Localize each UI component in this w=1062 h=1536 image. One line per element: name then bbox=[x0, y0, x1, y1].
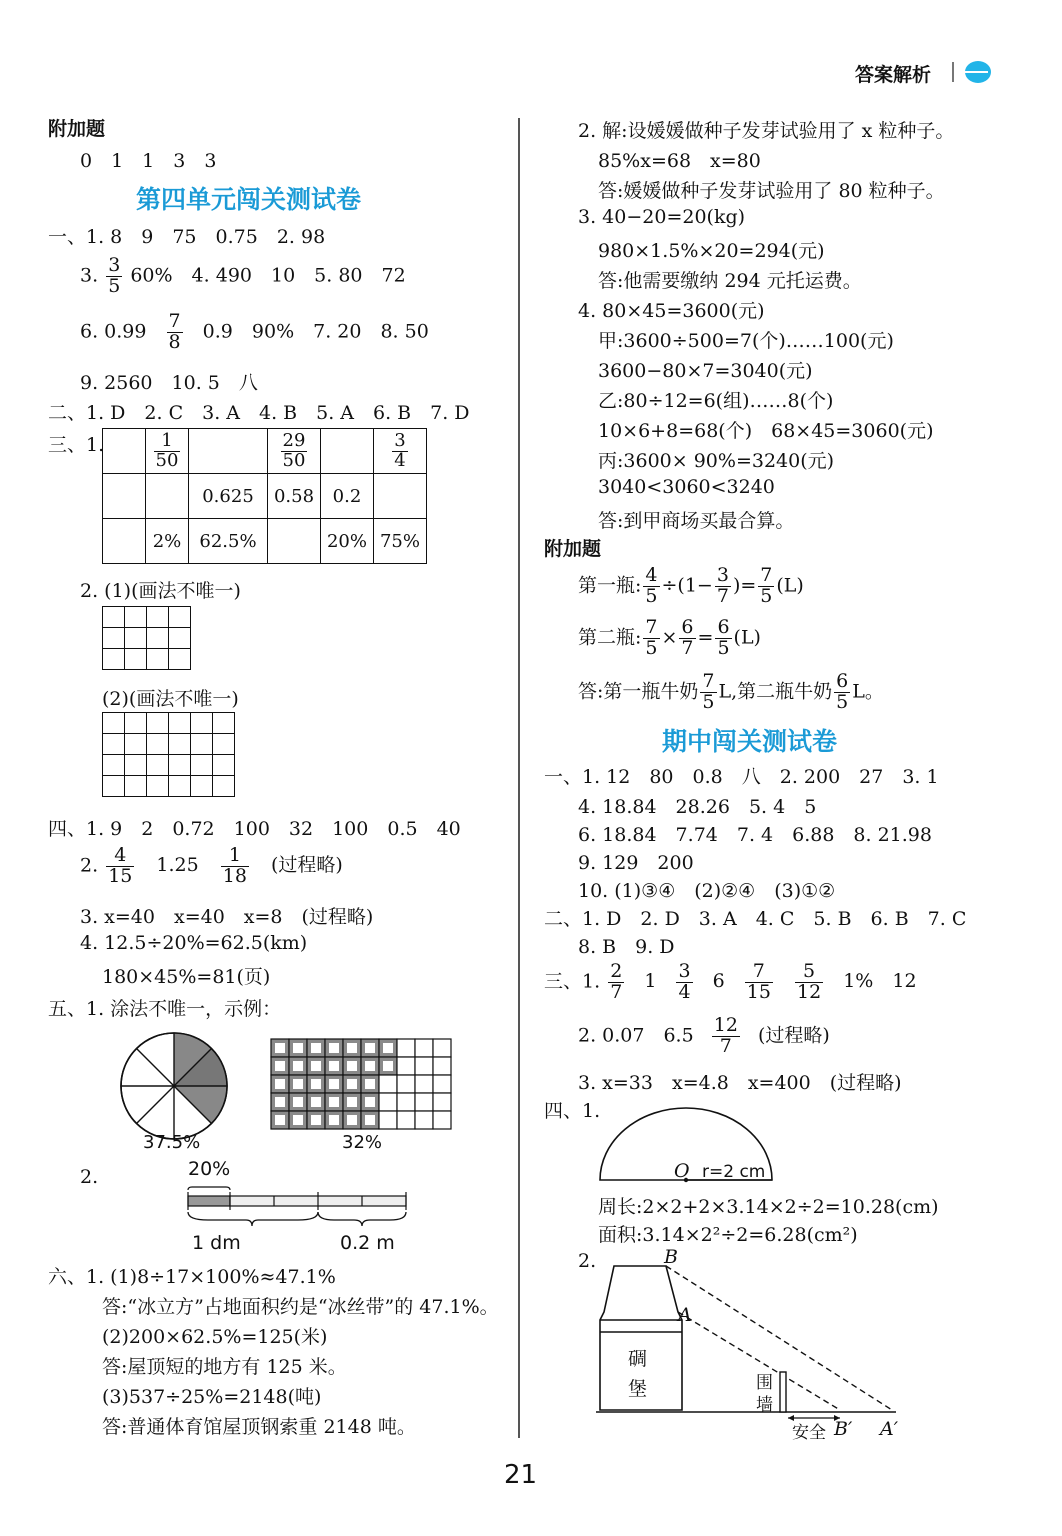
table-cell bbox=[268, 519, 321, 564]
grid-cell-inset bbox=[311, 1061, 321, 1071]
grid-cell bbox=[397, 1057, 415, 1075]
m1-line5: 10. (1)③④ (2)②④ (3)①② bbox=[578, 880, 836, 902]
point-B: B bbox=[664, 1246, 678, 1268]
r4-line4: 乙:80÷12=6(组)……8(个) bbox=[598, 390, 834, 412]
table-cell: 0.58 bbox=[268, 474, 321, 519]
bottle1-line bbox=[578, 566, 804, 607]
bar-figure bbox=[184, 1186, 412, 1232]
m2-line1: 二、1. D 2. D 3. A 4. C 5. B 6. B 7. C bbox=[544, 908, 967, 930]
wall-label-1: 围 bbox=[756, 1373, 773, 1393]
grid-cell-inset bbox=[311, 1079, 321, 1089]
r3-line1: 3. 40−20=20(kg) bbox=[578, 206, 746, 228]
safe-label: 安全 bbox=[792, 1423, 826, 1443]
wall-label-2: 墙 bbox=[756, 1395, 773, 1415]
m3-line2 bbox=[578, 1016, 830, 1057]
grid-cell-inset bbox=[383, 1043, 393, 1053]
s5-line1: 五、1. 涂法不唯一，示例： bbox=[48, 998, 282, 1020]
grid-cell-inset bbox=[275, 1043, 285, 1053]
fraction: $\frac{5}{12}$ bbox=[796, 960, 822, 1003]
table-cell: 2% bbox=[146, 519, 189, 564]
conversion-table bbox=[102, 428, 427, 564]
fraction: $\frac{4}{15}$ bbox=[108, 844, 133, 887]
fraction: $\frac{7}{5}$ bbox=[702, 670, 715, 713]
midterm-title: 期中闯关测试卷 bbox=[662, 727, 838, 756]
bar-left-label: 1 dm bbox=[192, 1232, 241, 1254]
pie-figure bbox=[118, 1030, 230, 1142]
bottle1-eq: )= bbox=[732, 574, 757, 597]
r2-line3: 答:媛媛做种子发芽试验用了 80 粒种子。 bbox=[598, 180, 945, 202]
point-B-prime: B′ bbox=[834, 1418, 853, 1440]
m2-line2: 8. B 9. D bbox=[578, 936, 675, 958]
fraction: $\frac{1}{18}$ bbox=[222, 844, 247, 887]
answer-text: L。 bbox=[852, 680, 884, 703]
s4-line5: 180×45%=81(页) bbox=[102, 966, 271, 988]
grid-cell-inset bbox=[293, 1115, 303, 1125]
grid-cell bbox=[415, 1093, 433, 1111]
bottle2-unit: (L) bbox=[733, 626, 761, 649]
fraction: $\frac{6}{5}$ bbox=[717, 616, 730, 659]
grid-cell bbox=[397, 1111, 415, 1129]
s6-line5: (3)537÷25%=2148(吨) bbox=[102, 1386, 322, 1408]
grid-cell bbox=[415, 1039, 433, 1057]
fraction: $\frac{7}{15}$ bbox=[746, 960, 771, 1003]
r4-line8: 答:到甲商场买最合算。 bbox=[598, 510, 795, 532]
s4-line1: 四、1. 9 2 0.72 100 32 100 0.5 40 bbox=[48, 818, 461, 840]
fraction: $\frac{12}{7}$ bbox=[713, 1014, 738, 1057]
grid-cell-inset bbox=[347, 1043, 357, 1053]
s4-line2-mid: 1.25 bbox=[156, 854, 199, 877]
m1-line3: 6. 18.84 7.74 7. 4 6.88 8. 21.98 bbox=[578, 824, 932, 846]
bottle1-op: ÷(1− bbox=[661, 574, 713, 597]
r4-line6: 丙:3600× 90%=3240(元) bbox=[598, 450, 835, 472]
pie-label: 37.5% bbox=[143, 1132, 201, 1153]
grid-cell-inset bbox=[293, 1097, 303, 1107]
answer-text: L,第二瓶牛奶 bbox=[718, 680, 833, 703]
table-cell bbox=[103, 429, 146, 474]
grid-cell-inset bbox=[347, 1079, 357, 1089]
page-number: 21 bbox=[504, 1460, 538, 1490]
grid-6x4 bbox=[102, 712, 235, 797]
table-cell bbox=[321, 429, 374, 474]
m4-label: 四、1. bbox=[544, 1100, 601, 1122]
m4-2: 2. bbox=[578, 1250, 597, 1272]
r4-line1: 4. 80×45=3600(元) bbox=[578, 300, 765, 322]
point-A-prime: A′ bbox=[880, 1418, 899, 1440]
grid-cell bbox=[415, 1057, 433, 1075]
bar-right-label: 0.2 m bbox=[340, 1232, 395, 1254]
r4-line7: 3040<3060<3240 bbox=[598, 476, 775, 498]
grid-cell-inset bbox=[329, 1115, 339, 1125]
grid-cell-inset bbox=[365, 1115, 375, 1125]
grid-cell-inset bbox=[329, 1061, 339, 1071]
s1-line2 bbox=[80, 256, 406, 297]
grid-cell-inset bbox=[365, 1061, 375, 1071]
grid-cell bbox=[433, 1039, 451, 1057]
bottle2-line bbox=[578, 618, 761, 659]
fujia-title-right: 附加题 bbox=[544, 538, 602, 560]
bottle2-eq: = bbox=[697, 626, 714, 649]
s2-line: 二、1. D 2. C 3. A 4. B 5. A 6. B 7. D bbox=[48, 402, 470, 424]
fraction: $\frac{3}{7}$ bbox=[716, 564, 729, 607]
grid-cell bbox=[397, 1039, 415, 1057]
s1-line4: 9. 2560 10. 5 八 bbox=[80, 372, 258, 394]
s1-line3-num: 6. 0.99 bbox=[80, 320, 147, 343]
header-logo-icon bbox=[958, 58, 992, 86]
grid-cell-inset bbox=[383, 1061, 393, 1071]
table-cell: 62.5% bbox=[189, 519, 268, 564]
grid-cell bbox=[379, 1111, 397, 1129]
m1-line2: 4. 18.84 28.26 5. 4 5 bbox=[578, 796, 817, 818]
grid-cell-inset bbox=[275, 1115, 285, 1125]
grid-cell-inset bbox=[365, 1079, 375, 1089]
grid-cell-inset bbox=[347, 1115, 357, 1125]
grid-cell-inset bbox=[347, 1061, 357, 1071]
grid-cell-inset bbox=[275, 1079, 285, 1089]
m1-line1: 一、1. 12 80 0.8 八 2. 200 27 3. 1 bbox=[544, 766, 939, 788]
table-cell: 20% bbox=[321, 519, 374, 564]
table-cell bbox=[374, 474, 427, 519]
r3-line2: 980×1.5%×20=294(元) bbox=[598, 240, 825, 262]
table-cell: 0.2 bbox=[321, 474, 374, 519]
bottle-answer-line bbox=[578, 672, 884, 713]
point-A: A bbox=[678, 1304, 692, 1326]
s5-2: 2. bbox=[80, 1166, 99, 1188]
s6-line4: 答:屋顶短的地方有 125 米。 bbox=[102, 1356, 347, 1378]
s1-line1: 一、1. 8 9 75 0.75 2. 98 bbox=[48, 226, 326, 248]
s1-line2-rest: 60% 4. 490 10 5. 80 72 bbox=[130, 264, 406, 287]
s6-line1: 六、1. (1)8÷17×100%≈47.1% bbox=[48, 1266, 336, 1288]
fraction: $\frac{3}{4}$ bbox=[678, 960, 691, 1003]
fraction: $\frac{2}{7}$ bbox=[610, 960, 623, 1003]
fujia-title-left: 附加题 bbox=[48, 118, 106, 140]
s1-line3 bbox=[80, 312, 429, 353]
grid-cell-inset bbox=[293, 1043, 303, 1053]
s1-line3-rest: 0.9 90% 7. 20 8. 50 bbox=[202, 320, 429, 343]
castle-label-1: 碉 bbox=[628, 1348, 648, 1370]
r2-line1: 2. 解:设媛媛做种子发芽试验用了 x 粒种子。 bbox=[578, 120, 955, 142]
s4-line4: 4. 12.5÷20%=62.5(km) bbox=[80, 932, 308, 954]
column-divider bbox=[518, 118, 520, 1438]
grid-cell bbox=[379, 1093, 397, 1111]
grid-cell-inset bbox=[329, 1079, 339, 1089]
s3-2-2: (2)(画法不唯一) bbox=[102, 688, 239, 710]
s3-label: 三、1. bbox=[48, 434, 105, 456]
header-title: 答案解析 bbox=[855, 64, 932, 86]
m3-line2-rest: (过程略) bbox=[757, 1024, 830, 1047]
bottle1-unit: (L) bbox=[776, 574, 804, 597]
grid-cell bbox=[415, 1075, 433, 1093]
grid-figure bbox=[270, 1038, 452, 1130]
table-cell bbox=[103, 474, 146, 519]
r2-line2: 85%x=68 x=80 bbox=[598, 150, 761, 172]
table-cell: 75% bbox=[374, 519, 427, 564]
unit4-title: 第四单元闯关测试卷 bbox=[136, 185, 362, 214]
grid-cell-inset bbox=[311, 1097, 321, 1107]
table-cell bbox=[189, 429, 268, 474]
grid-cell-inset bbox=[365, 1097, 375, 1107]
grid-cell-inset bbox=[365, 1043, 375, 1053]
fraction: $\frac{3}{5}$ bbox=[108, 254, 121, 297]
m3-value: 1 bbox=[644, 970, 657, 993]
table-cell: 0.625 bbox=[189, 474, 268, 519]
s6-line2: 答:“冰立方”占地面积约是“冰丝带”的 47.1%。 bbox=[102, 1296, 499, 1318]
bottle2-op: × bbox=[661, 626, 678, 649]
grid-cell-inset bbox=[311, 1115, 321, 1125]
r4-line2: 甲:3600÷500=7(个)……100(元) bbox=[598, 330, 894, 352]
fraction: $\frac{7}{5}$ bbox=[760, 564, 773, 607]
grid-cell-inset bbox=[311, 1043, 321, 1053]
header-divider bbox=[952, 62, 954, 82]
answer-text: 答:第一瓶牛奶 bbox=[578, 680, 699, 703]
grid-4x3 bbox=[102, 606, 191, 670]
semicircle-center-label: O bbox=[674, 1160, 690, 1182]
table-cell: $\frac{29}{50}$ bbox=[268, 429, 321, 474]
grid-cell-inset bbox=[293, 1061, 303, 1071]
r4-line5: 10×6+8=68(个) 68×45=3060(元) bbox=[598, 420, 934, 442]
grid-cell-inset bbox=[293, 1079, 303, 1089]
s4-line2 bbox=[80, 846, 343, 887]
grid-cell bbox=[397, 1093, 415, 1111]
r3-line3: 答:他需要缴纳 294 元托运费。 bbox=[598, 270, 862, 292]
s4-line2-num: 2. bbox=[80, 854, 99, 877]
r4-line3: 3600−80×7=3040(元) bbox=[598, 360, 813, 382]
fraction: $\frac{6}{5}$ bbox=[836, 670, 849, 713]
s1-line2-num: 3. bbox=[80, 264, 99, 287]
grid-cell bbox=[433, 1093, 451, 1111]
m3-value: 6 bbox=[712, 970, 725, 993]
table-cell bbox=[103, 519, 146, 564]
bottle1-label: 第一瓶: bbox=[578, 574, 642, 597]
fraction: $\frac{7}{8}$ bbox=[168, 310, 181, 353]
grid-cell bbox=[379, 1075, 397, 1093]
grid-label: 32% bbox=[342, 1132, 383, 1153]
fujia-values: 0 1 1 3 3 bbox=[80, 150, 217, 172]
grid-cell bbox=[433, 1111, 451, 1129]
m3-line2-values: 2. 0.07 6.5 bbox=[578, 1024, 694, 1047]
m4-line2: 周长:2×2+2×3.14×2÷2=10.28(cm) bbox=[598, 1196, 939, 1218]
grid-cell bbox=[415, 1111, 433, 1129]
bar-top-label: 20% bbox=[188, 1158, 231, 1180]
grid-cell-inset bbox=[275, 1097, 285, 1107]
grid-cell bbox=[433, 1075, 451, 1093]
grid-cell-inset bbox=[347, 1097, 357, 1107]
semicircle-radius-label: r=2 cm bbox=[702, 1162, 766, 1182]
fraction: $\frac{4}{5}$ bbox=[645, 564, 658, 607]
castle-label-2: 堡 bbox=[628, 1378, 648, 1400]
grid-cell bbox=[397, 1075, 415, 1093]
bottle2-label: 第二瓶: bbox=[578, 626, 642, 649]
fraction: $\frac{7}{5}$ bbox=[645, 616, 658, 659]
grid-cell-inset bbox=[329, 1043, 339, 1053]
s6-line3: (2)200×62.5%=125(米) bbox=[102, 1326, 328, 1348]
s6-line6: 答:普通体育馆屋顶钢索重 2148 吨。 bbox=[102, 1416, 416, 1438]
table-cell: $\frac{3}{4}$ bbox=[374, 429, 427, 474]
m1-line4: 9. 129 200 bbox=[578, 852, 694, 874]
grid-cell-inset bbox=[275, 1061, 285, 1071]
grid-cell bbox=[433, 1057, 451, 1075]
s4-line2-rest: (过程略) bbox=[271, 854, 343, 877]
grid-cell-inset bbox=[329, 1097, 339, 1107]
m4-line3: 面积:3.14×2²÷2=6.28(cm²) bbox=[598, 1224, 858, 1246]
fraction: $\frac{6}{7}$ bbox=[681, 616, 694, 659]
s4-line3: 3. x=40 x=40 x=8 (过程略) bbox=[80, 906, 374, 928]
m3-line1 bbox=[544, 962, 917, 1003]
m3-value: 1% 12 bbox=[843, 970, 917, 993]
table-cell bbox=[146, 474, 189, 519]
s3-2-1: 2. (1)(画法不唯一) bbox=[80, 580, 241, 602]
table-cell: $\frac{1}{50}$ bbox=[146, 429, 189, 474]
m3-line3: 3. x=33 x=4.8 x=400 (过程略) bbox=[578, 1072, 902, 1094]
m3-num: 三、1. bbox=[544, 970, 601, 993]
